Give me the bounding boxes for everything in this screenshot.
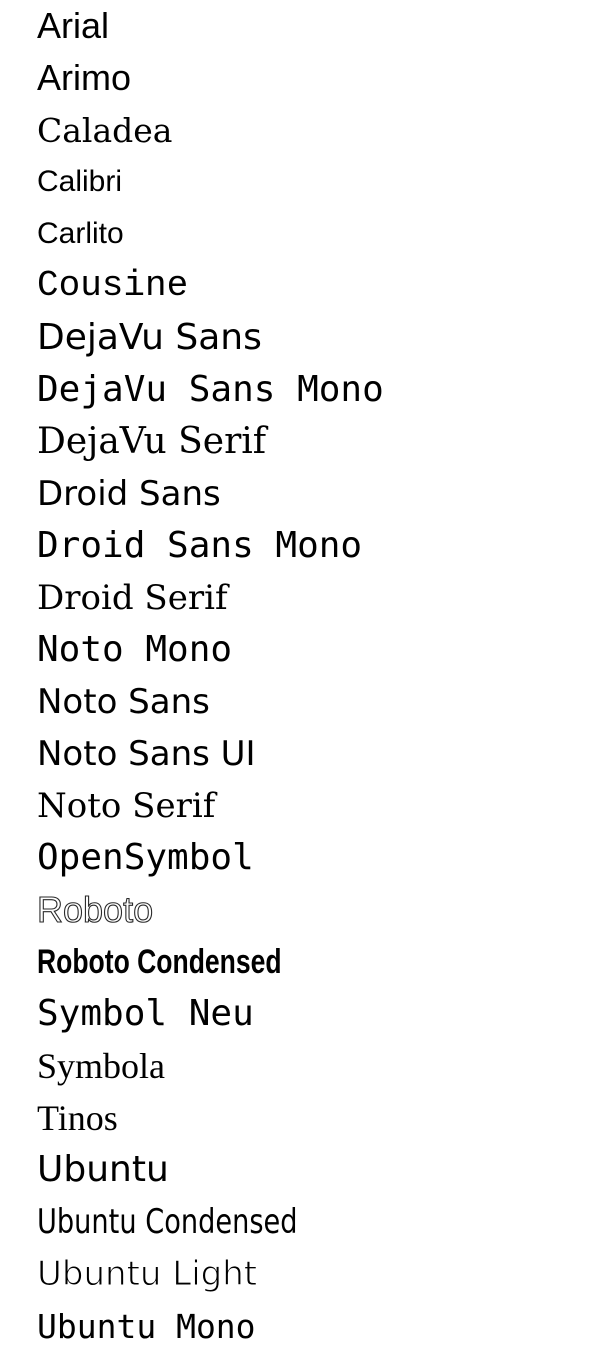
font-name-label: Ubuntu [37, 1149, 169, 1190]
font-list-item-noto-mono[interactable] [37, 624, 604, 676]
font-list-item-ubuntu-mono[interactable] [37, 1300, 604, 1352]
font-list-item-droid-sans-mono[interactable] [37, 520, 604, 572]
font-name-label: Caladea [37, 110, 173, 150]
font-name-label: Arial [37, 5, 110, 46]
font-name-label: Droid Sans [37, 474, 221, 514]
font-list-item-ubuntu-condensed[interactable] [37, 1196, 604, 1248]
font-list-item-symbola[interactable] [37, 1040, 604, 1092]
font-list-item-noto-sans-ui[interactable] [37, 728, 604, 780]
font-name-label: Tinos [37, 1098, 118, 1138]
font-list-item-calibri[interactable] [37, 156, 604, 208]
font-name-label: Ubuntu Condensed [37, 1202, 298, 1242]
font-list-item-roboto-condensed[interactable] [37, 936, 604, 988]
font-name-label: DejaVu Sans Mono [37, 369, 384, 410]
font-list-item-arimo[interactable] [37, 52, 604, 104]
font-name-label: Symbola [37, 1046, 166, 1086]
font-name-label: Roboto [37, 889, 154, 930]
font-name-label: Ubuntu Light [37, 1254, 258, 1294]
font-name-label: DejaVu Sans [37, 317, 262, 358]
font-list-item-caladea[interactable] [37, 104, 604, 156]
font-list-item-tinos[interactable] [37, 1092, 604, 1144]
font-list-item-droid-serif[interactable] [37, 572, 604, 624]
font-name-label: Droid Serif [37, 578, 228, 618]
font-name-label: Ubuntu Mono [37, 1306, 256, 1346]
font-list-item-dejavu-sans[interactable] [37, 312, 604, 364]
font-list-item-noto-sans[interactable] [37, 676, 604, 728]
font-list-item-dejavu-sans-mono[interactable] [37, 364, 604, 416]
font-list-item-carlito[interactable] [37, 208, 604, 260]
font-name-label: Calibri [37, 165, 123, 198]
font-name-label: Noto Sans UI [37, 734, 256, 774]
font-list-item-ubuntu-light[interactable] [37, 1248, 604, 1300]
font-name-label: Roboto Condensed [37, 943, 282, 981]
font-name-label: Symbol Neu [37, 993, 254, 1034]
font-name-label: Arimo [37, 57, 132, 98]
font-list-item-arial[interactable] [37, 0, 604, 52]
font-list-item-noto-serif[interactable] [37, 780, 604, 832]
font-list-item-opensymbol[interactable] [37, 832, 604, 884]
font-name-label: OpenSymbol [37, 837, 254, 878]
font-list-item-cousine[interactable] [37, 260, 604, 312]
font-name-label: Cousine [37, 265, 189, 306]
font-name-label: Carlito [37, 217, 124, 250]
font-name-label: DejaVu Serif [37, 421, 267, 462]
font-name-label: Noto Serif [37, 786, 216, 826]
font-list-item-droid-sans[interactable] [37, 468, 604, 520]
font-list-item-dejavu-serif[interactable] [37, 416, 604, 468]
font-list-item-ubuntu[interactable] [37, 1144, 604, 1196]
font-name-label: Noto Sans [37, 682, 210, 722]
font-name-label: Noto Mono [37, 629, 233, 670]
font-list-item-roboto[interactable] [37, 884, 604, 936]
font-name-label: Droid Sans Mono [37, 525, 363, 566]
font-list-item-symbol-neu[interactable] [37, 988, 604, 1040]
